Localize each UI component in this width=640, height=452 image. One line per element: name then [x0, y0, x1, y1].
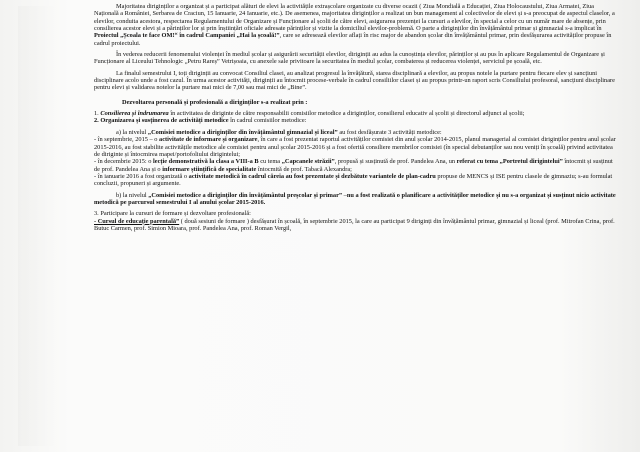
subitem-b — [94, 192, 620, 207]
item-3: 3. Participare la cursuri de formare și dezvoltare profesională: — [94, 210, 251, 218]
paragraph-violence: În vederea reducerii fenomenului violenței în mediul școlar și asigurării securității elevilor, diriginții au adus la cunoștința elevilor, părinților și au pus în aplicare Regulamentul de Organizare și Funcționare al Liceului Tehnologic „Petru Rareș” Vetrișoaia, cu anexele sale privitoare la securitatea în mediul școlar, combaterea și reducerea violenței, serviciul pe școală, etc. — [94, 51, 605, 66]
statement: nu a fost realizată o planificare a activităților metodice și nu s-a organizat și susținut nicio activitate metodică pe parcursul semestrului I al anului școlar 2015-2016. — [94, 191, 616, 206]
item-number: 1. — [94, 110, 101, 118]
section-title: Dezvoltarea personală și profesională a diriginților s-a realizat prin : — [122, 98, 308, 106]
activity-name: lecție demonstrativă la clasa a VIII-a B — [153, 158, 259, 166]
course-name: - Cursul de educație parentală” — [94, 217, 180, 225]
text: - în decembrie 2015: o — [94, 158, 154, 166]
text: , propusă și susținută de prof. Pandelea Ana, un — [334, 158, 457, 166]
item-number: 2. — [94, 117, 101, 125]
text: cu tema — [258, 158, 282, 166]
paragraph-activities — [94, 3, 620, 47]
activity-name: informare științifică de specialitate — [162, 165, 257, 173]
text: , în care a fost prezentat raportul activităților comisiei din anul școlar 2014-2015, planul managerial al comisiei diriginților pentru anul școlar 2015-2016, au fost stabilite activitățile metodice ale comisiei pentru anul școlar 2015-2016 și a fost oferită consiliere membrilor comisiei (în special debutanților sau nou veniți în școală) privind activitatea de diriginte și întocmirea mapei/portofoliului dirigintelui; — [94, 136, 616, 158]
subitem-a3 — [94, 173, 620, 188]
item-2 — [94, 117, 620, 124]
text: - în septembrie, 2015 – o — [94, 136, 160, 144]
text: au fost desfășurate 3 activități metodice: — [337, 128, 442, 136]
item-heading: Organizarea și susținerea de activități metodice — [100, 117, 229, 125]
report-theme: referat cu tema „Portretul dirigintelui” — [456, 158, 563, 166]
subitem-a — [94, 129, 620, 136]
subitem-a1 — [94, 136, 620, 158]
activity-name: activitate metodică în cadrul căreia au fost prezentate și dezbătute variantele de plan-cadru — [188, 172, 436, 180]
text: , care se adresează elevilor aflați în risc major de abandon școlar din învățământul primar, prin desfășurarea activităților propuse în cadrul proiectului. — [94, 32, 612, 47]
text: propuse de MENCS și ISE pentru clasele de gimnaziu; s-au formulat concluzii, propuneri și argumente. — [94, 172, 613, 188]
committee-name: „Comisiei metodice a diriginților din învățământul preșcolar și primar” — [148, 191, 343, 199]
text: b) la nivelul — [116, 191, 149, 199]
subitem-course — [94, 218, 620, 233]
text: în cadrul comisiilor metodice: — [228, 117, 307, 125]
committee-name: „Comisiei metodice a diriginților din învățământul gimnazial și liceal” — [147, 128, 338, 136]
text: Majoritatea diriginților a organizat și a participat alături de elevi la activitățile extrașcolare organizate cu diverse ocazii ( Ziua Mondială a Educației, Ziua Holocaustului, Ziua Armatei, Ziua Națională a României, Serbarea de Craciun, 15 Ianuarie, 24 Ianuarie, etc.). De asemenea, majoritatea diriginților a realizat un bun management al colectivelor de elevi și s-a preocupat de aspectul claselor, a elevilor, conduita acestora, respectarea Regulamentului de Organizare și Funcționare al școlii de către elevi, asigurarea prezenței la cursuri a elevilor, în special a celor cu un număr mare de absențe, prin consilierea acestor elevi și a părinților lor și prin înștiințări oficiale adresate părinților și vizite la domiciliul elevilor-problemă. O parte a diriginților din învățământul primar și gimnazial s-a implicat în — [94, 3, 615, 33]
text: întocmit și susținut de prof. Pandelea Ana și o — [94, 158, 613, 173]
item-heading: Consilierea și îndrumarea — [100, 110, 169, 118]
text: ( două sesiuni de formare ) desfășurat în școală, în septembrie 2015, la care au participat 9 diriginți din învățământul primar, gimnazial și liceal (prof. Mitrofan Crina, prof. Butuc Carmen, prof. Simion Mioara, prof. Pandelea Ana, prof. Roman Vergil, — [94, 217, 615, 232]
text: „Bine”. — [287, 84, 307, 92]
lesson-theme: „Capcanele străzii” — [281, 158, 335, 166]
subitem-a2 — [94, 158, 620, 173]
project-name: Proiectul „Școala te face OM!“ în cadrul Campaniei „Hai la școală!” — [94, 32, 280, 40]
text: în activitatea de diriginte de către responsabilii comisiilor metodice a diriginților, consilierul educativ al școlii și directorul adjunct al școlii; — [168, 110, 525, 118]
text: întocmită de prof. Tabacă Alexandra; — [256, 165, 352, 173]
activity-name: activitate de informare și organizare — [159, 136, 258, 144]
text: - în ianuarie 2016 a fost organizată o — [94, 172, 189, 180]
text: a) la nivelul — [116, 128, 148, 136]
item-1 — [94, 110, 620, 117]
text: – — [342, 191, 347, 199]
scan-shadow — [18, 6, 58, 446]
text: La finalul semestrului I, toți diriginții au convocat Consiliul clasei, au analizat progresul la învățătură, starea disciplinară a elevilor, au propus notele la purtare pentru fiecare elev și sancțiuni disciplinare acolo unde a fost cazul. În urma acestor activități, diriginții au întocmit procese-verbale în cadrul consiliilor clasei și au propus printr-un raport scris Consiliului profesoral, sancțiuni disciplinare pentru elevi și validarea notelor la purtare mai mici de 7,00 sau mai mici de — [94, 69, 615, 92]
paragraph-semester — [94, 70, 620, 92]
